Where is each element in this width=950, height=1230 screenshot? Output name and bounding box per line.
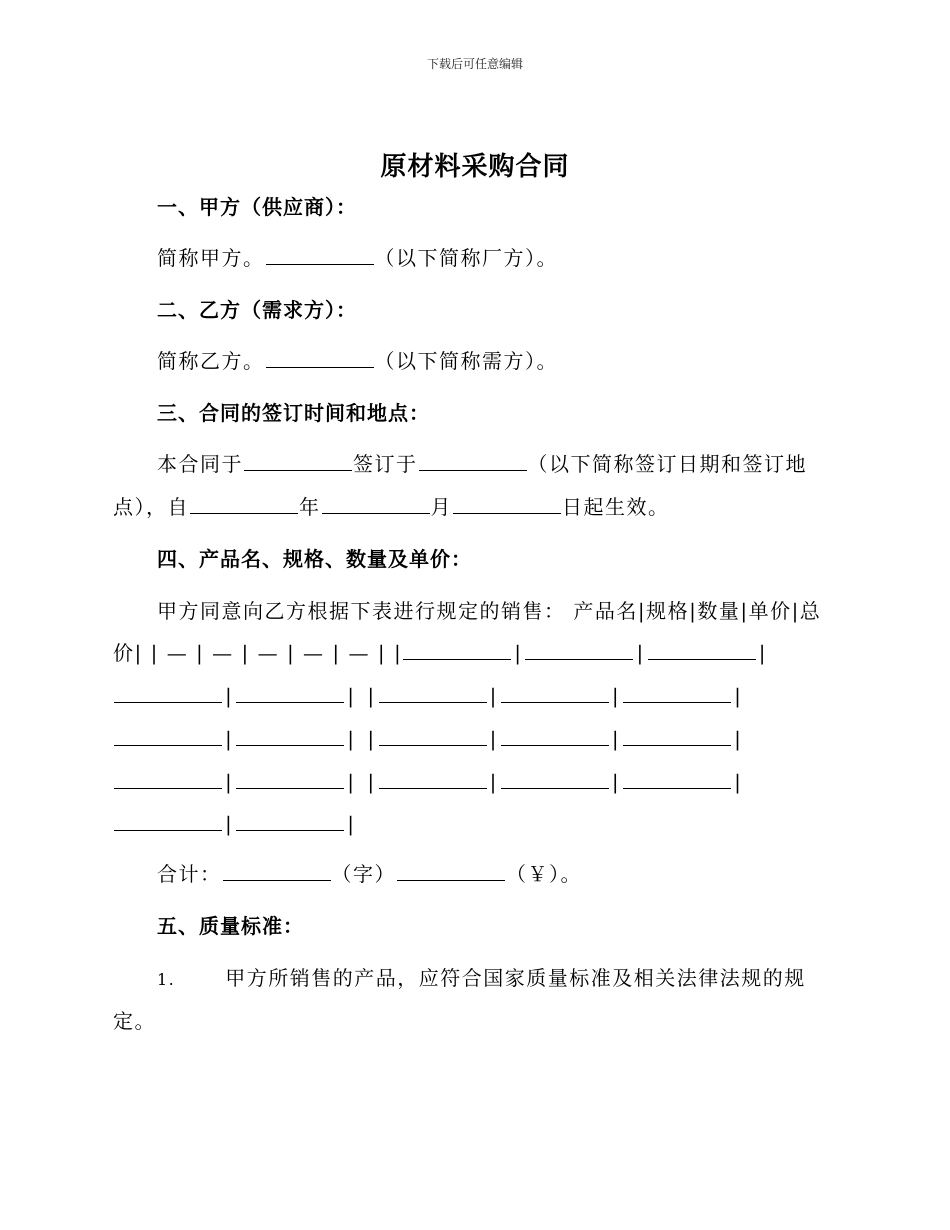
blank-field (623, 727, 731, 746)
s3-text-c: （以下简称签订日期和签订地 (527, 452, 807, 476)
table-separator: | (611, 727, 621, 751)
blank-field (379, 727, 487, 746)
s4-table-header: 价| | — | — | — | — | — | | (113, 641, 403, 665)
blank-field (236, 684, 344, 703)
table-separator: | (347, 684, 356, 708)
table-separator: | (611, 684, 621, 708)
blank-field (419, 452, 527, 471)
section-4-heading: 四、产品名、规格、数量及单价： (157, 547, 472, 571)
total-label: 合计： (157, 862, 222, 886)
blank-field (114, 770, 222, 789)
blank-field (266, 246, 374, 265)
blank-field (623, 770, 731, 789)
section-3-paragraph-line-2 (113, 493, 670, 521)
table-separator: | (489, 770, 498, 794)
s3-month: 月 (430, 495, 452, 519)
table-separator: | (367, 727, 376, 751)
blank-field (453, 495, 561, 514)
section-1-heading: 一、甲方（供应商）： (157, 195, 357, 219)
blank-field (501, 684, 609, 703)
blank-field (114, 684, 222, 703)
section-2-text-a: 简称乙方。 (157, 349, 265, 373)
table-separator: | (758, 641, 767, 665)
table-separator: | (611, 770, 621, 794)
section-5-item-1-continuation: 定。 (113, 1009, 156, 1033)
blank-field (379, 684, 487, 703)
table-separator: | (514, 641, 523, 665)
blank-field (322, 495, 430, 514)
table-separator: | (489, 684, 498, 708)
total-line (157, 860, 582, 888)
section-1-text-b: （以下简称厂方）。 (374, 246, 558, 270)
s3-text-a: 本合同于 (157, 452, 243, 476)
section-3-heading: 三、合同的签订时间和地点： (157, 401, 430, 425)
item-number: 1. (157, 970, 176, 989)
blank-field (623, 684, 731, 703)
section-4-paragraph-line-1: 甲方同意向乙方根据下表进行规定的销售： 产品名|规格|数量|单价|总 (157, 599, 822, 623)
blank-field (114, 727, 222, 746)
s3-year: 年 (299, 495, 321, 519)
table-separator: | (347, 812, 356, 836)
blank-field (223, 862, 331, 881)
table-separator: | (225, 727, 234, 751)
s3-text-b: 签订于 (353, 452, 418, 476)
s3-day: 日起生效。 (562, 495, 670, 519)
blank-field (525, 641, 633, 660)
section-4-table-row-3 (113, 725, 744, 753)
section-4-table-row-2 (113, 682, 744, 710)
section-5-item-1 (157, 964, 806, 994)
blank-field (236, 812, 344, 831)
blank-field (648, 641, 756, 660)
table-separator: | (734, 770, 743, 794)
blank-field (501, 727, 609, 746)
table-separator: | (734, 684, 743, 708)
section-1-text (157, 244, 558, 272)
table-separator: | (225, 684, 234, 708)
blank-field (397, 862, 505, 881)
document-title: 原材料采购合同 (380, 152, 570, 182)
table-separator: | (225, 770, 234, 794)
blank-field (236, 727, 344, 746)
section-3-paragraph-line-1 (157, 450, 807, 478)
section-1-text-a: 简称甲方。 (157, 246, 265, 270)
item-text: 甲方所销售的产品，应符合国家质量标准及相关法律法规的规 (225, 966, 806, 990)
section-4-table-row-4 (113, 768, 744, 796)
blank-field (266, 349, 374, 368)
s3-text-d: 点），自 (113, 495, 189, 519)
blank-field (501, 770, 609, 789)
table-separator: | (367, 684, 376, 708)
total-words-label: （字） (331, 862, 396, 886)
table-separator: | (489, 727, 498, 751)
blank-field (236, 770, 344, 789)
blank-field (379, 770, 487, 789)
table-separator: | (347, 770, 356, 794)
table-separator: | (367, 770, 376, 794)
section-4-table-row-5 (113, 810, 358, 838)
total-yuan-label: （￥）。 (506, 862, 582, 886)
section-2-text-b: （以下简称需方）。 (374, 349, 558, 373)
blank-field (403, 641, 511, 660)
header-note: 下载后可任意编辑 (426, 57, 523, 71)
table-separator: | (347, 727, 356, 751)
section-4-table-row-1 (113, 639, 769, 667)
section-5-heading: 五、质量标准： (157, 914, 304, 938)
table-separator: | (734, 727, 743, 751)
blank-field (190, 495, 298, 514)
section-2-text (157, 347, 558, 375)
table-separator: | (636, 641, 645, 665)
table-separator: | (225, 812, 234, 836)
blank-field (244, 452, 352, 471)
section-2-heading: 二、乙方（需求方）： (157, 298, 357, 322)
blank-field (114, 812, 222, 831)
